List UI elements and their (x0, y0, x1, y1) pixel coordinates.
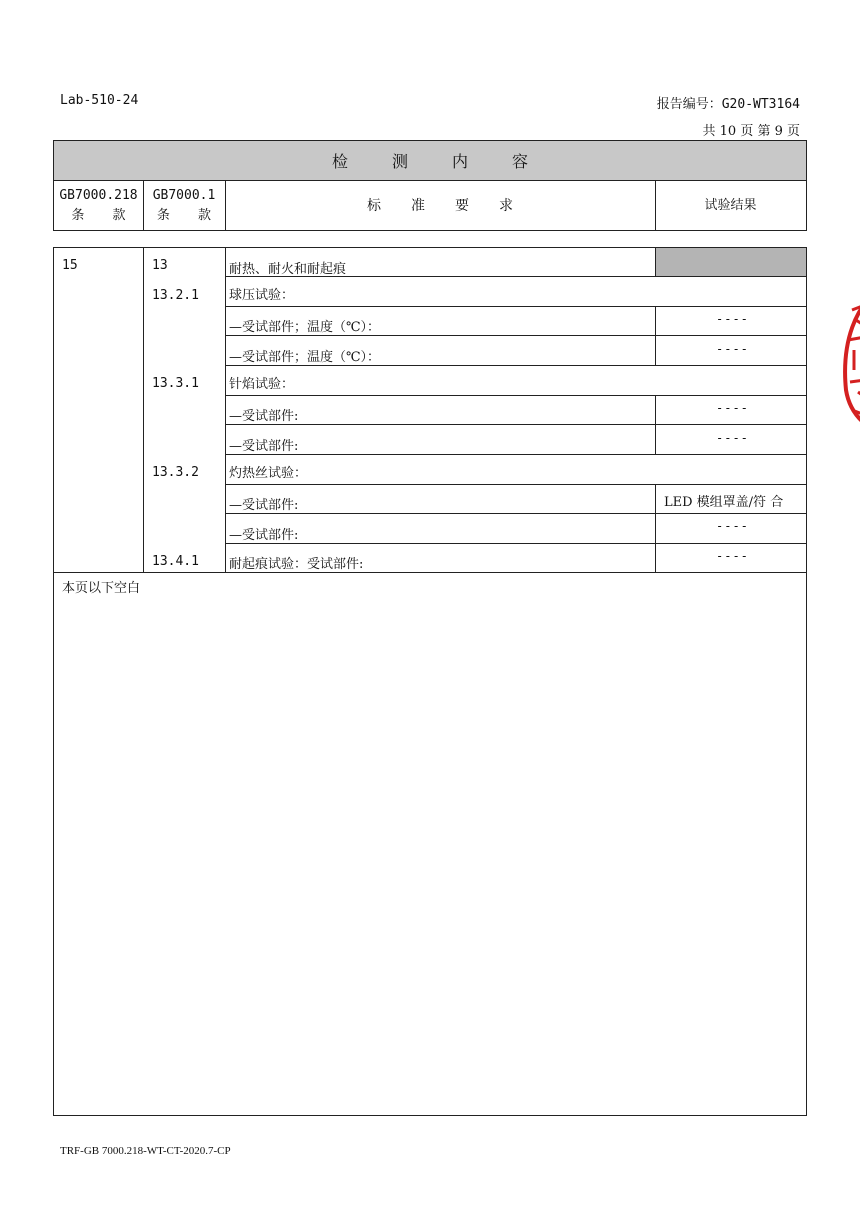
req-ball-part-2: —受试部件；温度（℃）： (229, 350, 381, 365)
clause-218-value: 15 (62, 258, 78, 273)
result-tracking: ---- (716, 549, 749, 563)
result-needle-part-1: ---- (716, 401, 749, 415)
col-gb7000-218-header (53, 181, 144, 231)
hline-2 (225, 306, 807, 307)
vline-col2 (225, 247, 226, 573)
report-number: 报告编号：G20-WT3164 (656, 97, 800, 112)
hline-7 (225, 454, 807, 455)
col-gb7000-1-header (143, 181, 226, 231)
hline-3 (225, 335, 807, 336)
req-needle-flame: 针焰试验： (229, 377, 295, 392)
col3-label: 标准要求 (367, 197, 543, 214)
vline-col3-row0 (655, 247, 656, 277)
col-standard-requirement-header (225, 181, 656, 231)
clause-13: 13 (152, 258, 168, 273)
official-seal-stamp (838, 270, 860, 440)
result-needle-part-2: ---- (716, 431, 749, 445)
result-ball-part-2: ---- (716, 342, 749, 356)
col2-line2: 条 款 (156, 207, 224, 223)
col1-line1: GB7000.218 (59, 187, 138, 203)
vline-col1 (143, 247, 144, 573)
col-test-result-header (655, 181, 807, 231)
req-glow-part-2: —受试部件: (229, 528, 299, 543)
req-needle-part-1: —受试部件: (229, 409, 299, 424)
clause-13-3-1: 13.3.1 (152, 376, 199, 391)
blank-below-note: 本页以下空白 (62, 581, 141, 596)
hline-table-end (53, 572, 807, 573)
clause-13-3-2: 13.3.2 (152, 465, 199, 480)
result-glow-part-2: ---- (716, 519, 749, 533)
result-cell-header-shaded (656, 248, 806, 276)
hline-9 (225, 513, 807, 514)
req-tracking: 耐起痕试验：受试部件: (229, 557, 364, 572)
result-ball-part-1: ---- (716, 312, 749, 326)
form-code-footer: TRF-GB 7000.218-WT-CT-2020.7-CP (60, 1145, 231, 1157)
vline-col3-glow (655, 484, 656, 573)
col1-line2: 条 款 (71, 207, 138, 223)
req-heat-fire-tracking: 耐热、耐火和耐起痕 (229, 262, 347, 277)
col2-line1: GB7000.1 (152, 187, 216, 203)
section-title: 检测内容 (53, 140, 807, 181)
hline-8 (225, 484, 807, 485)
hline-5 (225, 395, 807, 396)
lab-code: Lab-510-24 (60, 93, 139, 108)
req-glow-part-1: —受试部件: (229, 498, 299, 513)
req-needle-part-2: —受试部件: (229, 439, 299, 454)
req-ball-pressure: 球压试验： (229, 288, 295, 303)
hline-4 (225, 365, 807, 366)
req-glow-wire: 灼热丝试验： (229, 466, 308, 481)
result-glow-part-1: LED 模组罩盖/符 合 (664, 495, 784, 510)
clause-13-4-1: 13.4.1 (152, 554, 199, 569)
col4-label: 试验结果 (704, 197, 757, 213)
hline-6 (225, 424, 807, 425)
clause-13-2-1: 13.2.1 (152, 288, 199, 303)
req-ball-part-1: —受试部件；温度（℃）： (229, 320, 381, 335)
page-info: 共 10 页 第 9 页 (702, 124, 800, 139)
hline-10 (225, 543, 807, 544)
